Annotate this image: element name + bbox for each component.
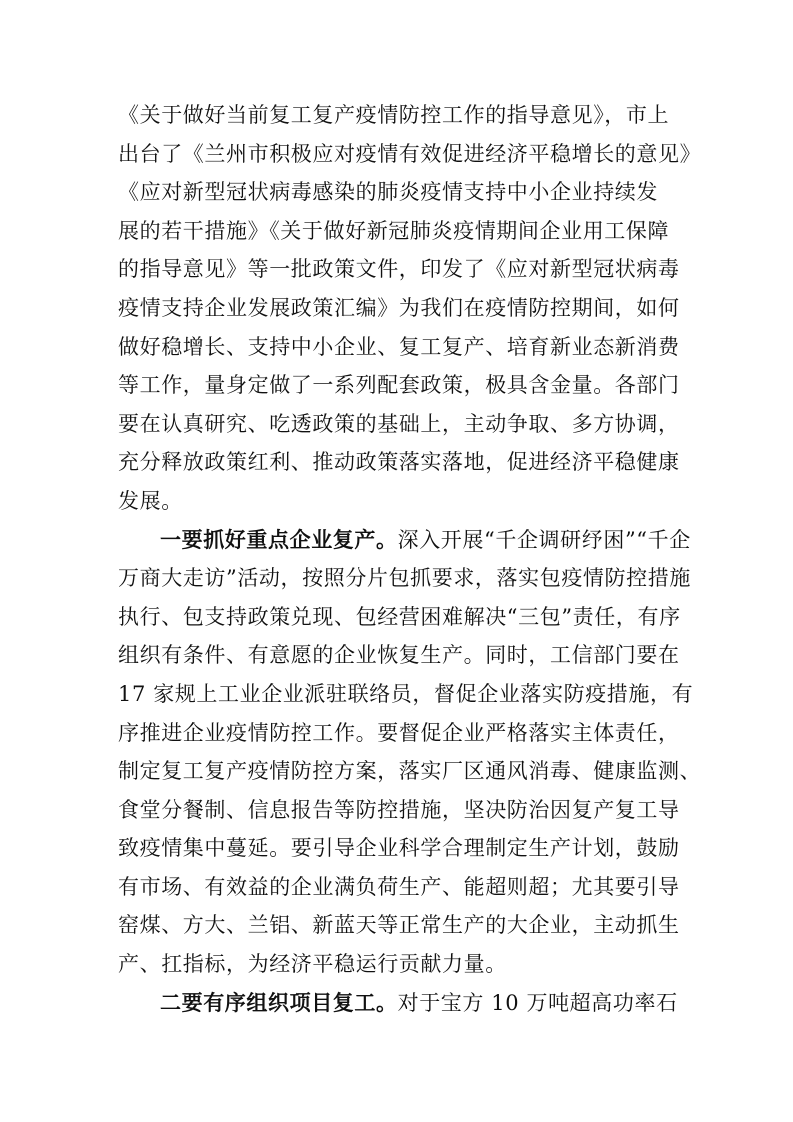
text-line: 序推进企业疫情防控工作。要督促企业严格落实主体责任， xyxy=(118,720,680,745)
text-run: 深入开展“千企调研纾困”“千企 xyxy=(397,527,691,552)
text-line: 疫情支持企业发展政策汇编》为我们在疫情防控期间，如何 xyxy=(118,295,680,320)
text-line: 出台了《兰州市积极应对疫情有效促进经济平稳增长的意见》 xyxy=(118,141,702,166)
text-line: 的指导意见》等一批政策文件，印发了《应对新型冠状病毒 xyxy=(118,257,680,282)
text-line: 发展。 xyxy=(118,488,183,513)
text-line: 窑煤、方大、兰铝、新蓝天等正常生产的大企业，主动抓生 xyxy=(118,913,680,938)
paragraph-key-enterprises xyxy=(118,521,702,984)
text-line: 展的若干措施》《关于做好新冠肺炎疫情期间企业用工保障 xyxy=(118,218,670,243)
paragraph-first-line xyxy=(118,521,691,560)
paragraph-heading: 一要抓好重点企业复产。 xyxy=(160,526,398,552)
text-line: 产、扛指标，为经济平稳运行贡献力量。 xyxy=(118,952,507,977)
text-line: 《应对新型冠状病毒感染的肺炎疫情支持中小企业持续发 xyxy=(118,180,658,205)
text-run: 对于宝方 10 万吨超高功率石 xyxy=(397,990,678,1015)
paragraph-project-resumption xyxy=(118,984,688,1023)
text-line: 《关于做好当前复工复产疫情防控工作的指导意见》，市上 xyxy=(118,103,670,127)
paragraph-first-line xyxy=(118,984,688,1023)
text-line: 食堂分餐制、信息报告等防控措施，坚决防治因复产复工导 xyxy=(118,797,680,822)
text-line: 组织有条件、有意愿的企业恢复生产。同时，工信部门要在 xyxy=(118,643,680,668)
paragraph-heading: 二要有序组织项目复工。 xyxy=(160,989,398,1015)
text-line: 17 家规上工业企业派驻联络员，督促企业落实防疫措施，有 xyxy=(118,681,694,706)
body-text xyxy=(118,96,702,1022)
paragraph-policy-documents xyxy=(118,96,702,521)
text-line: 等工作，量身定做了一系列配套政策，极具含金量。各部门 xyxy=(118,373,680,398)
text-line: 执行、包支持政策兑现、包经营困难解决“三包”责任，有序 xyxy=(118,604,681,629)
text-line: 制定复工复产疫情防控方案，落实厂区通风消毒、健康监测、 xyxy=(118,759,702,784)
text-line: 有市场、有效益的企业满负荷生产、能超则超；尤其要引导 xyxy=(118,874,680,899)
text-line: 要在认真研究、吃透政策的基础上，主动争取、多方协调， xyxy=(118,411,680,436)
text-line: 万商大走访”活动，按照分片包抓要求，落实包疫情防控措施 xyxy=(118,566,691,591)
text-line: 做好稳增长、支持中小企业、复工复产、培育新业态新消费 xyxy=(118,334,680,359)
text-line: 致疫情集中蔓延。要引导企业科学合理制定生产计划，鼓励 xyxy=(118,836,680,861)
text-line: 充分释放政策红利、推动政策落实落地，促进经济平稳健康 xyxy=(118,450,680,475)
